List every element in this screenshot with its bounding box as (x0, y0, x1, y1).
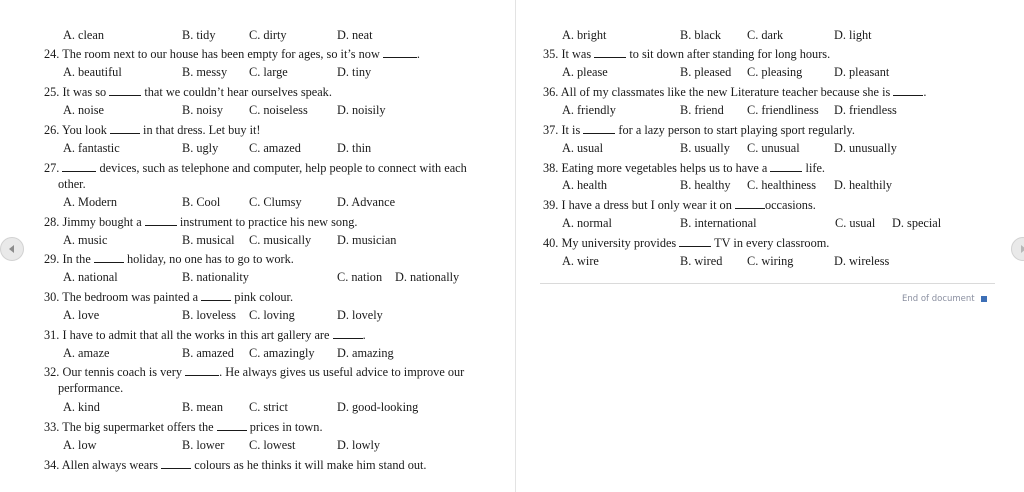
question-text: My university provides (561, 236, 677, 250)
question-text: Allen always wears (61, 458, 159, 472)
end-marker-icon (981, 296, 987, 302)
question-text: Eating more vegetables helps us to have a (561, 161, 768, 175)
end-of-document (902, 294, 987, 304)
question-number: 39. (543, 198, 559, 212)
end-of-document-label: End of document (902, 294, 975, 304)
option: C. dark (747, 28, 784, 42)
option: C. pleasing (747, 65, 803, 79)
option: D. tiny (337, 65, 372, 79)
option: B. Cool (182, 195, 221, 209)
question-number: 38. (543, 161, 559, 175)
question-text-end: devices, such as telephone and computer, help people to connect with each (99, 161, 467, 175)
option: A. friendly (562, 103, 616, 117)
question-number: 29. (44, 252, 60, 266)
question-number: 40. (543, 236, 559, 250)
question-text: It was so (62, 85, 107, 99)
option: B. black (680, 28, 721, 42)
question-number: 26. (44, 123, 60, 137)
option: D. healthily (834, 178, 893, 192)
question-26 (44, 122, 261, 137)
answer-blank (110, 122, 140, 134)
answer-blank (770, 160, 802, 172)
question-39 (543, 197, 816, 212)
answer-blank (109, 84, 141, 96)
answer-blank (161, 457, 191, 469)
question-text-end: that we couldn’t hear ourselves speak. (144, 85, 332, 99)
question-text-end: for a lazy person to start playing sport regularly. (618, 123, 855, 137)
question-text-end: . (362, 328, 366, 342)
question-text-end: holiday, no one has to go to work. (126, 252, 294, 266)
option: D. thin (337, 141, 372, 155)
question-number: 37. (543, 123, 559, 137)
column-divider (515, 0, 516, 492)
option: C. wiring (747, 254, 794, 268)
question-text-end: . (923, 85, 927, 99)
question-number: 33. (44, 420, 60, 434)
question-text-end: to sit down after standing for long hours. (629, 47, 831, 61)
option: C. nation (337, 270, 383, 284)
question-text: I have to admit that all the works in this art gallery are (62, 328, 330, 342)
chevron-right-icon (1018, 244, 1024, 254)
question-text: Our tennis coach is very (62, 365, 182, 379)
option: D. amazing (337, 346, 394, 360)
question-text: It is (561, 123, 581, 137)
option: C. loving (249, 308, 295, 322)
answer-blank (679, 235, 711, 247)
option: C. amazed (249, 141, 301, 155)
question-text-end: occasions. (764, 198, 816, 212)
previous-page-button[interactable] (0, 237, 24, 261)
end-separator (540, 283, 995, 284)
option: B. noisy (182, 103, 223, 117)
option: A. love (63, 308, 100, 322)
answer-blank (893, 84, 923, 96)
question-40 (543, 235, 829, 250)
option: A. normal (562, 216, 612, 230)
option: B. international (680, 216, 757, 230)
option: D. Advance (337, 195, 396, 209)
question-35 (543, 46, 830, 61)
question-38 (543, 160, 825, 175)
answer-blank (217, 419, 247, 431)
option: B. loveless (182, 308, 236, 322)
question-27-continuation: other. (58, 177, 86, 191)
option: D. wireless (834, 254, 890, 268)
answer-blank (735, 197, 765, 209)
option: C. noiseless (249, 103, 308, 117)
option: D. light (834, 28, 872, 42)
option: A. bright (562, 28, 607, 42)
question-text-end: instrument to practice his new song. (179, 215, 358, 229)
question-37 (543, 122, 855, 137)
question-34 (44, 457, 426, 472)
next-page-button[interactable] (1011, 237, 1024, 261)
option: A. beautiful (63, 65, 122, 79)
option: D. friendless (834, 103, 897, 117)
answer-blank (201, 289, 231, 301)
question-24 (44, 46, 420, 61)
answer-blank (94, 251, 124, 263)
answer-blank (383, 46, 417, 58)
option: C. healthiness (747, 178, 816, 192)
question-30 (44, 289, 293, 304)
question-number: 36. (543, 85, 559, 99)
answer-blank (145, 214, 177, 226)
option: D. musician (337, 233, 397, 247)
question-number: 35. (543, 47, 559, 61)
option: D. neat (337, 28, 373, 42)
question-text-end: life. (805, 161, 825, 175)
option: D. special (892, 216, 942, 230)
question-32-continuation: performance. (58, 381, 124, 395)
option: C. amazingly (249, 346, 315, 360)
question-number: 28. (44, 215, 60, 229)
question-text: Jimmy bought a (62, 215, 142, 229)
question-29 (44, 251, 294, 266)
option: C. unusual (747, 141, 800, 155)
question-number: 25. (44, 85, 60, 99)
answer-blank (185, 364, 219, 376)
option: C. lowest (249, 438, 296, 452)
option: A. music (63, 233, 108, 247)
option: A. clean (63, 28, 104, 42)
option: A. fantastic (63, 141, 120, 155)
question-text: I have a dress but I only wear it on (561, 198, 732, 212)
option: B. messy (182, 65, 228, 79)
option: B. ugly (182, 141, 219, 155)
option: A. health (562, 178, 608, 192)
option: B. pleased (680, 65, 732, 79)
option: B. friend (680, 103, 724, 117)
question-text: The big supermarket offers the (62, 420, 214, 434)
answer-blank (594, 46, 626, 58)
question-33 (44, 419, 323, 434)
question-28 (44, 214, 357, 229)
option: C. friendliness (747, 103, 819, 117)
option: A. amaze (63, 346, 110, 360)
question-text: You look (62, 123, 107, 137)
option: B. wired (680, 254, 723, 268)
question-text-end: . He always gives us useful advice to improve our (219, 365, 465, 379)
option: C. Clumsy (249, 195, 302, 209)
question-number: 32. (44, 365, 60, 379)
question-text: In the (62, 252, 91, 266)
option: A. Modern (63, 195, 117, 209)
option: C. dirty (249, 28, 287, 42)
option: D. good-looking (337, 400, 419, 414)
question-text: The bedroom was painted a (62, 290, 199, 304)
option: B. lower (182, 438, 225, 452)
option: A. national (63, 270, 118, 284)
question-number: 31. (44, 328, 60, 342)
option: B. tidy (182, 28, 216, 42)
option: D. unusually (834, 141, 897, 155)
option: A. please (562, 65, 608, 79)
option: C. usual (835, 216, 876, 230)
chevron-left-icon (7, 244, 17, 254)
question-32 (44, 364, 464, 379)
option: C. strict (249, 400, 288, 414)
question-25 (44, 84, 332, 99)
answer-blank (583, 122, 615, 134)
question-text-end: pink colour. (234, 290, 294, 304)
question-number: 34. (44, 458, 60, 472)
option: B. usually (680, 141, 730, 155)
question-text-end: prices in town. (249, 420, 323, 434)
answer-blank (333, 327, 363, 339)
option: D. nationally (395, 270, 460, 284)
question-text-end: in that dress. Let buy it! (143, 123, 261, 137)
option: A. noise (63, 103, 104, 117)
question-text-end: colours as he thinks it will make him stand out. (194, 458, 427, 472)
option: D. pleasant (834, 65, 890, 79)
option: D. noisily (337, 103, 386, 117)
question-number: 27. (44, 161, 60, 175)
question-36 (543, 84, 926, 99)
option: D. lowly (337, 438, 381, 452)
question-text: The room next to our house has been empty for ages, so it’s now (62, 47, 380, 61)
option: A. low (63, 438, 97, 452)
question-27 (44, 160, 467, 175)
option: A. wire (562, 254, 599, 268)
question-text: All of my classmates like the new Literature teacher because she is (560, 85, 891, 99)
option: A. kind (63, 400, 100, 414)
option: B. musical (182, 233, 235, 247)
option: B. mean (182, 400, 223, 414)
option: B. amazed (182, 346, 234, 360)
question-number: 24. (44, 47, 60, 61)
question-text-end: TV in every classroom. (714, 236, 830, 250)
option: B. nationality (182, 270, 249, 284)
question-number: 30. (44, 290, 60, 304)
option: C. musically (249, 233, 312, 247)
question-31 (44, 327, 366, 342)
option: B. healthy (680, 178, 731, 192)
answer-blank (62, 160, 96, 172)
option: D. lovely (337, 308, 383, 322)
question-text: It was (561, 47, 592, 61)
option: C. large (249, 65, 288, 79)
question-text-end: . (416, 47, 420, 61)
option: A. usual (562, 141, 603, 155)
